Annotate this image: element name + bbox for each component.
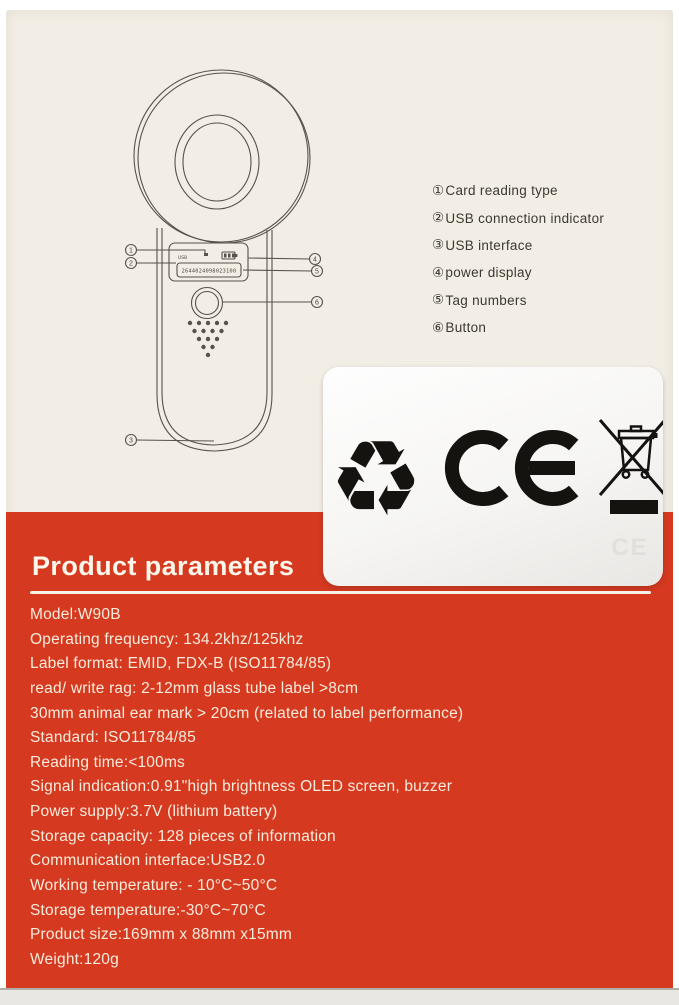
circled-3-icon: ③ xyxy=(432,237,445,254)
circled-5-icon: ⑤ xyxy=(432,292,445,309)
ce-mark-icon xyxy=(452,437,575,499)
circled-1-icon: ① xyxy=(432,182,445,199)
screen-tag-number: 2644024098023100 xyxy=(181,268,237,275)
battery-icon xyxy=(222,252,237,259)
recycling-icon: ♻ xyxy=(328,418,424,540)
spec-line-weight: Weight:120g xyxy=(30,950,119,968)
circled-4-icon: ④ xyxy=(432,264,445,281)
spec-line-reading-time: Reading time:<100ms xyxy=(30,753,186,771)
speaker-grille xyxy=(188,321,228,357)
spec-line-storage-capacity: Storage capacity: 128 pieces of information xyxy=(30,827,336,845)
legend-item-tag-numbers xyxy=(432,287,604,314)
callout-markers xyxy=(126,245,323,446)
parts-legend xyxy=(432,177,604,341)
circled-2-icon: ② xyxy=(432,210,445,227)
spec-line-storage-temperature: Storage temperature:-30°C~70°C xyxy=(30,901,266,919)
callout-5: 5 xyxy=(315,268,319,276)
spec-line-ear-mark-range: 30mm animal ear mark > 20cm (related to label performance) xyxy=(30,704,464,722)
device-body xyxy=(157,228,272,451)
legend-item-usb-connection-indicator xyxy=(432,204,604,231)
legend-item-card-reading-type xyxy=(432,177,604,204)
spec-line-signal-indication: Signal indication:0.91"high brightness OLED screen, buzzer xyxy=(30,778,453,796)
legend-label: Tag numbers xyxy=(445,292,527,308)
oled-screen xyxy=(169,243,248,281)
legend-label: USB interface xyxy=(445,237,533,253)
certification-symbols xyxy=(323,367,663,586)
callout-lines xyxy=(137,250,312,441)
spec-line-read-write-range: read/ write rag: 2-12mm glass tube label >8cm xyxy=(30,679,359,697)
certification-sticker xyxy=(323,367,663,586)
spec-line-standard: Standard: ISO11784/85 xyxy=(30,729,196,747)
callout-2: 2 xyxy=(129,260,133,268)
scanner-ring xyxy=(134,70,310,243)
legend-label: Card reading type xyxy=(445,183,558,199)
legend-label: power display xyxy=(445,265,532,281)
photo-floor-strip xyxy=(0,988,679,1005)
spec-line-power-supply: Power supply:3.7V (lithium battery) xyxy=(30,803,278,821)
spec-line-label-format: Label format: EMID, FDX-B (ISO11784/85) xyxy=(30,655,332,673)
weee-crossed-bin-icon xyxy=(600,420,663,514)
device-button xyxy=(192,288,223,319)
legend-label: Button xyxy=(445,320,487,336)
spec-list xyxy=(30,603,660,973)
spec-line-communication-interface: Communication interface:USB2.0 xyxy=(30,852,266,870)
spec-line-model: Model:W90B xyxy=(30,606,121,623)
legend-item-power-display xyxy=(432,259,604,286)
legend-label: USB connection indicator xyxy=(445,210,605,226)
spec-line-working-temperature: Working temperature: - 10°C~50°C xyxy=(30,877,278,895)
spec-line-operating-frequency: Operating frequency: 134.2khz/125khz xyxy=(30,630,304,648)
ce-watermark: CE xyxy=(611,534,649,561)
callout-3: 3 xyxy=(129,437,133,445)
screen-usb-label: USB xyxy=(178,256,188,261)
callout-6: 6 xyxy=(315,299,319,307)
legend-item-usb-interface xyxy=(432,232,604,259)
title-underline xyxy=(30,591,651,594)
product-parameters-title: Product parameters xyxy=(32,551,295,581)
callout-4: 4 xyxy=(313,256,317,264)
circled-6-icon: ⑥ xyxy=(432,319,445,336)
legend-item-button xyxy=(432,314,604,341)
callout-1: 1 xyxy=(129,247,133,255)
spec-line-product-size: Product size:169mm x 88mm x15mm xyxy=(30,926,293,944)
